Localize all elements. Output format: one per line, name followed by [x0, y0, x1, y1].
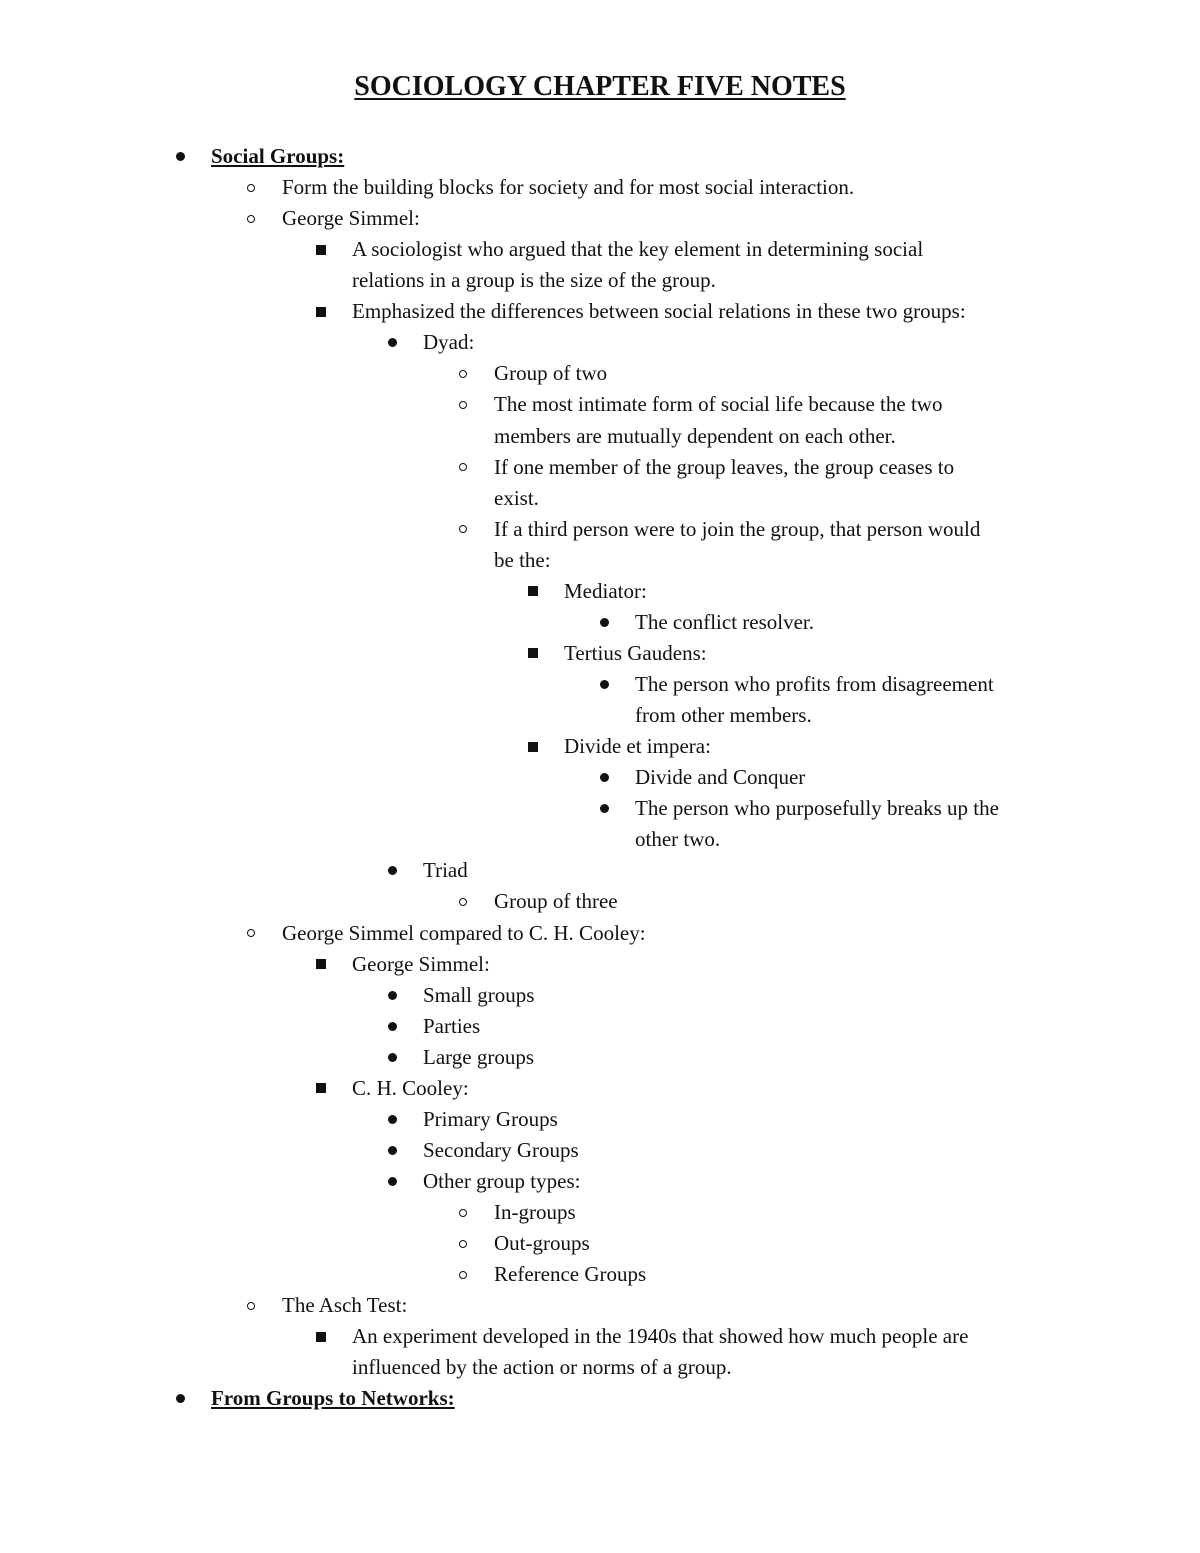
outline-item-text: George Simmel: [352, 951, 490, 976]
bullet-circle-icon [459, 1209, 467, 1217]
outline-item-text: Out-groups [494, 1231, 590, 1256]
outline-item-text: Divide et impera: [564, 734, 711, 759]
bullet-square-icon [316, 245, 326, 255]
bullet-square-icon [316, 1083, 326, 1093]
outline-item-text: The person who profits from disagreement [635, 672, 994, 697]
page-title: SOCIOLOGY CHAPTER FIVE NOTES [354, 71, 846, 102]
outline-item-text: If a third person were to join the group, that person would [494, 516, 981, 541]
outline-item-text: Parties [423, 1013, 481, 1038]
section-heading: From Groups to Networks: [211, 1386, 455, 1411]
bullet-circle-icon [247, 184, 255, 192]
bullet-disc-icon [388, 866, 397, 875]
outline-item-text: members are mutually dependent on each other. [494, 423, 896, 448]
outline-item-text: influenced by the action or norms of a group. [352, 1355, 732, 1380]
outline-item-text: Emphasized the differences between social relations in these two groups: [352, 299, 966, 324]
bullet-square-icon [528, 648, 538, 658]
outline-item-text: Form the building blocks for society and for most social interaction. [282, 175, 855, 200]
outline-item-text: Dyad: [423, 330, 475, 355]
bullet-circle-icon [459, 898, 467, 906]
bullet-circle-icon [247, 1302, 255, 1310]
outline-item-text: from other members. [635, 703, 812, 728]
bullet-disc-icon [176, 152, 185, 161]
bullet-circle-icon [459, 463, 467, 471]
outline-item-text: Group of three [494, 889, 618, 914]
outline-item-text: exist. [494, 485, 539, 510]
outline-item-text: be the: [494, 547, 551, 572]
outline-item-text: In-groups [494, 1200, 576, 1225]
bullet-square-icon [316, 959, 326, 969]
bullet-disc-icon [176, 1394, 185, 1403]
bullet-square-icon [528, 586, 538, 596]
bullet-square-icon [528, 742, 538, 752]
outline-item-text: Secondary Groups [423, 1137, 579, 1162]
bullet-disc-icon [600, 773, 609, 782]
outline-item-text: relations in a group is the size of the group. [352, 268, 716, 293]
bullet-circle-icon [459, 1271, 467, 1279]
bullet-disc-icon [388, 1053, 397, 1062]
outline-item-text: If one member of the group leaves, the group ceases to [494, 454, 955, 479]
outline-item-text: Mediator: [564, 578, 647, 603]
bullet-square-icon [316, 307, 326, 317]
bullet-circle-icon [247, 929, 255, 937]
bullet-disc-icon [388, 1115, 397, 1124]
bullet-disc-icon [388, 338, 397, 347]
outline-item-text: Divide and Conquer [635, 765, 806, 790]
bullet-disc-icon [600, 680, 609, 689]
bullet-disc-icon [388, 1177, 397, 1186]
outline-item-text: An experiment developed in the 1940s that showed how much people are [352, 1324, 969, 1349]
outline-item-text: A sociologist who argued that the key element in determining social [352, 237, 924, 262]
outline-item-text: C. H. Cooley: [352, 1075, 469, 1100]
outline-item-text: The Asch Test: [282, 1293, 408, 1318]
bullet-circle-icon [247, 215, 255, 223]
outline-item-text: Triad [423, 858, 468, 883]
bullet-disc-icon [600, 618, 609, 627]
bullet-square-icon [316, 1332, 326, 1342]
bullet-disc-icon [388, 1146, 397, 1155]
outline-item-text: George Simmel: [282, 206, 420, 231]
bullet-circle-icon [459, 525, 467, 533]
bullet-disc-icon [600, 804, 609, 813]
outline-item-text: The conflict resolver. [635, 609, 815, 634]
outline-item-text: George Simmel compared to C. H. Cooley: [282, 920, 646, 945]
bullet-disc-icon [388, 1022, 397, 1031]
outline-item-text: Large groups [423, 1044, 534, 1069]
bullet-disc-icon [388, 991, 397, 1000]
section-heading: Social Groups: [211, 144, 345, 168]
outline-item-text: Primary Groups [423, 1106, 558, 1131]
outline-item-text: Tertius Gaudens: [564, 640, 707, 665]
bullet-circle-icon [459, 401, 467, 409]
outline-item-text: The person who purposefully breaks up the [635, 796, 999, 821]
outline-item-text: other two. [635, 827, 721, 852]
bullet-circle-icon [459, 370, 467, 378]
outline-item-text: Group of two [494, 361, 608, 386]
bullet-circle-icon [459, 1240, 467, 1248]
outline-item-text: Small groups [423, 982, 535, 1007]
outline-item-text: Other group types: [423, 1168, 581, 1193]
outline-item-text: Reference Groups [494, 1262, 647, 1287]
outline-item-text: The most intimate form of social life because the two [494, 392, 943, 417]
